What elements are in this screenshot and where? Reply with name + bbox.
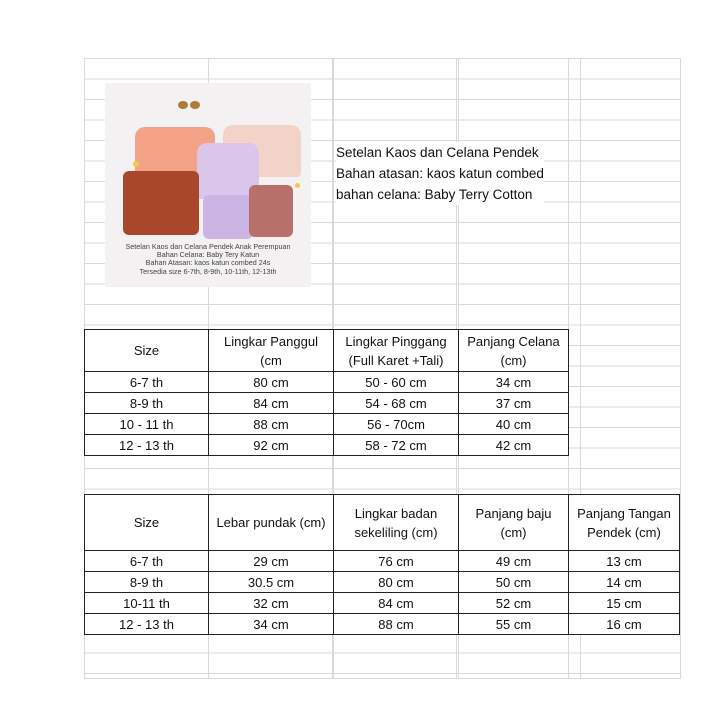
cell-lebar-pundak: 29 cm xyxy=(209,551,334,572)
cell-lingkar-badan: 84 cm xyxy=(334,593,459,614)
table-row xyxy=(85,435,569,456)
table-row xyxy=(85,393,569,414)
cell-panjang-baju: 52 cm xyxy=(459,593,569,614)
table-row xyxy=(85,614,680,635)
header-size: Size xyxy=(85,495,209,551)
cell-panjang-tangan: 16 cm xyxy=(569,614,680,635)
cell-panjang-baju: 50 cm xyxy=(459,572,569,593)
header-size: Size xyxy=(85,330,209,372)
rust-shorts xyxy=(123,171,199,235)
header-lebar-pundak: Lebar pundak (cm) xyxy=(209,495,334,551)
cell-size: 8-9 th xyxy=(85,572,209,593)
photo-caption: Setelan Kaos dan Celana Pendek Anak Perempuan Bahan Celana: Baby Tery Katun Bahan Atasan: kaos katun combed 24s Tersedia size 6-7th, 8-9th, 10-11th, 12-13th xyxy=(125,242,291,276)
table-row xyxy=(85,572,680,593)
header-lingkar-panggul: Lingkar Panggul (cm xyxy=(209,330,334,372)
cell-lingkar-badan: 76 cm xyxy=(334,551,459,572)
cell-lingkar-badan: 80 cm xyxy=(334,572,459,593)
cell-size: 6-7 th xyxy=(85,551,209,572)
cell-lingkar-pinggang: 50 - 60 cm xyxy=(334,372,459,393)
rose-shorts xyxy=(249,185,293,237)
description-top-material: Bahan atasan: kaos katun combed xyxy=(336,166,544,181)
cell-panjang-baju: 55 cm xyxy=(459,614,569,635)
sunglasses-icon xyxy=(178,101,188,109)
cell-panjang-celana: 40 cm xyxy=(459,414,569,435)
header-panjang-baju: Panjang baju (cm) xyxy=(459,495,569,551)
header-lingkar-badan: Lingkar badan sekeliling (cm) xyxy=(334,495,459,551)
table-row xyxy=(85,551,680,572)
cell-lingkar-panggul: 88 cm xyxy=(209,414,334,435)
cell-panjang-celana: 34 cm xyxy=(459,372,569,393)
shirt-size-table xyxy=(84,494,680,635)
cell-size: 12 - 13 th xyxy=(85,435,209,456)
cell-lingkar-panggul: 80 cm xyxy=(209,372,334,393)
pants-size-table xyxy=(84,329,569,456)
table-row xyxy=(85,372,569,393)
cell-panjang-tangan: 13 cm xyxy=(569,551,680,572)
cell-panjang-baju: 49 cm xyxy=(459,551,569,572)
cell-lingkar-panggul: 92 cm xyxy=(209,435,334,456)
lilac-shorts xyxy=(203,195,253,239)
cell-size: 8-9 th xyxy=(85,393,209,414)
product-photo xyxy=(105,83,311,287)
cell-lingkar-pinggang: 54 - 68 cm xyxy=(334,393,459,414)
cell-panjang-tangan: 15 cm xyxy=(569,593,680,614)
cell-panjang-celana: 42 cm xyxy=(459,435,569,456)
product-description xyxy=(336,142,544,205)
cell-size: 10-11 th xyxy=(85,593,209,614)
cell-lingkar-pinggang: 58 - 72 cm xyxy=(334,435,459,456)
cell-size: 12 - 13 th xyxy=(85,614,209,635)
cell-lingkar-panggul: 84 cm xyxy=(209,393,334,414)
cell-lebar-pundak: 34 cm xyxy=(209,614,334,635)
table-row xyxy=(85,593,680,614)
cell-size: 6-7 th xyxy=(85,372,209,393)
description-pants-material: bahan celana: Baby Terry Cotton xyxy=(336,187,533,202)
header-panjang-tangan: Panjang Tangan Pendek (cm) xyxy=(569,495,680,551)
cell-size: 10 - 11 th xyxy=(85,414,209,435)
cell-lebar-pundak: 30.5 cm xyxy=(209,572,334,593)
cell-panjang-celana: 37 cm xyxy=(459,393,569,414)
cell-lingkar-pinggang: 56 - 70cm xyxy=(334,414,459,435)
header-lingkar-pinggang: Lingkar Pinggang (Full Karet +Tali) xyxy=(334,330,459,372)
description-title: Setelan Kaos dan Celana Pendek xyxy=(336,145,539,160)
cell-lingkar-badan: 88 cm xyxy=(334,614,459,635)
table-row xyxy=(85,414,569,435)
cell-lebar-pundak: 32 cm xyxy=(209,593,334,614)
header-panjang-celana: Panjang Celana (cm) xyxy=(459,330,569,372)
cell-panjang-tangan: 14 cm xyxy=(569,572,680,593)
